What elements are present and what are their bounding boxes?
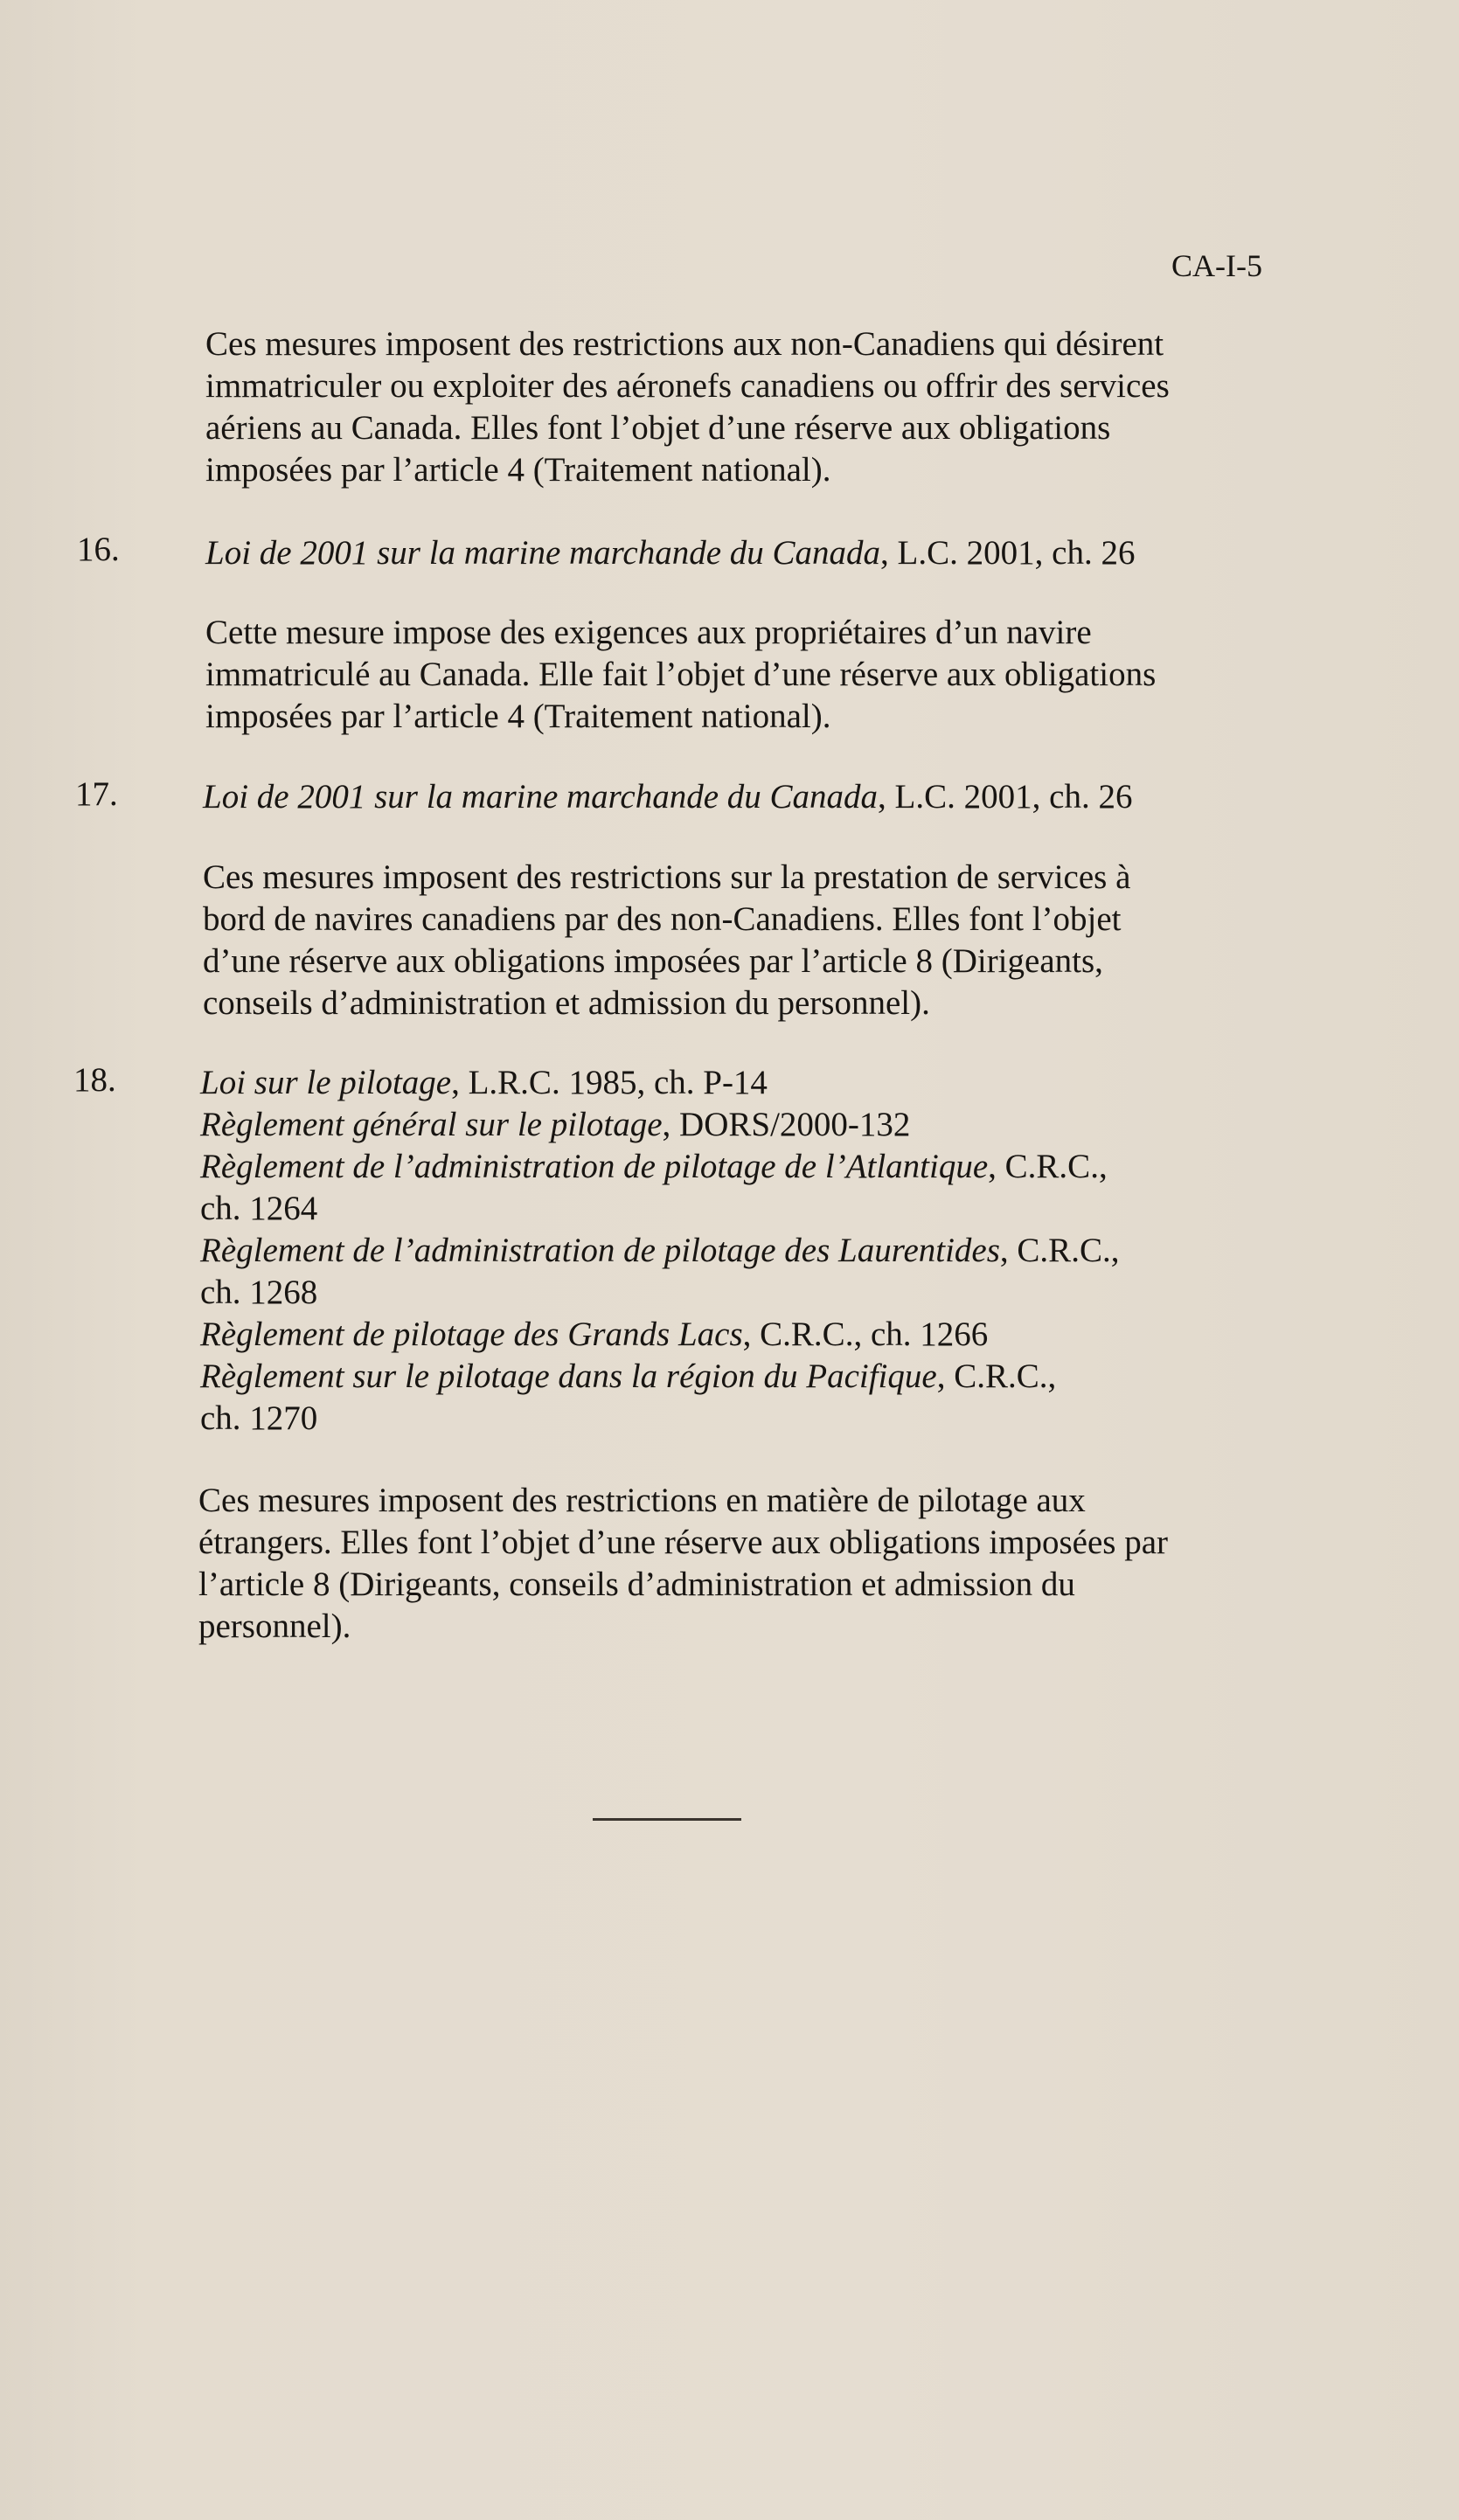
page-number: CA-I-5 <box>1171 248 1262 283</box>
section-separator <box>593 1818 741 1821</box>
paragraph-line: d’une réserve aux obligations imposées par l’article 8 (Dirigeants, <box>203 942 1103 980</box>
reference-line <box>205 532 1272 574</box>
reference-continuation: ch. 1270 <box>200 1399 318 1437</box>
reference-line <box>200 1146 1267 1188</box>
law-title: Règlement de pilotage des Grands Lacs <box>200 1316 743 1353</box>
law-title: Loi sur le pilotage <box>200 1064 452 1101</box>
intro-paragraph <box>205 323 1281 491</box>
paragraph-line: Ces mesures imposent des restrictions aux non-Canadiens qui désirent <box>205 325 1164 363</box>
reference-line <box>200 1062 1267 1104</box>
law-title: Loi de 2001 sur la marine marchande du Canada <box>203 778 879 816</box>
law-citation: , C.R.C., ch. 1266 <box>742 1316 989 1353</box>
item-references <box>203 776 1269 818</box>
law-citation: , L.R.C. 1985, ch. P-14 <box>451 1064 768 1101</box>
reference-line <box>200 1104 1267 1146</box>
reference-line <box>200 1314 1267 1356</box>
law-citation: , C.R.C., <box>988 1148 1108 1185</box>
paragraph-line: immatriculer ou exploiter des aéronefs canadiens ou offrir des services <box>205 367 1170 405</box>
reference-line <box>200 1230 1267 1272</box>
paragraph-line: Ces mesures imposent des restrictions en matière de pilotage aux <box>198 1482 1086 1519</box>
paragraph-line: aériens au Canada. Elles font l’objet d’une réserve aux obligations <box>205 409 1111 447</box>
law-title: Règlement de l’administration de pilotage de l’Atlantique <box>200 1148 989 1185</box>
law-citation: , L.C. 2001, ch. 26 <box>878 778 1133 816</box>
reference-continuation: ch. 1268 <box>200 1274 318 1311</box>
paragraph-line: personnel). <box>198 1607 351 1645</box>
item-description <box>205 612 1281 738</box>
paragraph-line: conseils d’administration et admission du personnel). <box>203 984 930 1022</box>
item-description <box>203 857 1278 1024</box>
law-citation: , C.R.C., <box>936 1357 1057 1395</box>
paragraph-line: imposées par l’article 4 (Traitement national). <box>205 698 831 735</box>
item-number: 18. <box>73 1061 116 1099</box>
paragraph-line: l’article 8 (Dirigeants, conseils d’administration et admission du <box>198 1565 1075 1603</box>
law-citation: , DORS/2000-132 <box>662 1106 911 1143</box>
item-description <box>198 1480 1274 1648</box>
paragraph-line: étrangers. Elles font l’objet d’une réserve aux obligations imposées par <box>198 1524 1168 1561</box>
paragraph-line: immatriculé au Canada. Elle fait l’objet d’une réserve aux obligations <box>205 656 1157 693</box>
law-title: Loi de 2001 sur la marine marchande du Canada <box>205 534 881 572</box>
paragraph-line: imposées par l’article 4 (Traitement national). <box>205 451 831 489</box>
paragraph-line: bord de navires canadiens par des non-Canadiens. Elles font l’objet <box>203 900 1122 938</box>
reference-line <box>203 776 1269 818</box>
law-title: Règlement général sur le pilotage <box>200 1106 663 1143</box>
law-citation: , C.R.C., <box>999 1232 1120 1269</box>
item-number: 17. <box>75 775 118 813</box>
paragraph-line: Ces mesures imposent des restrictions sur la prestation de services à <box>203 858 1131 896</box>
item-references <box>200 1062 1267 1440</box>
reference-line <box>200 1356 1267 1398</box>
paragraph-line: Cette mesure impose des exigences aux propriétaires d’un navire <box>205 614 1092 651</box>
law-citation: , L.C. 2001, ch. 26 <box>880 534 1136 572</box>
item-references <box>205 532 1272 574</box>
reference-continuation: ch. 1264 <box>200 1190 318 1227</box>
law-title: Règlement de l’administration de pilotage des Laurentides <box>200 1232 1000 1269</box>
law-title: Règlement sur le pilotage dans la région du Pacifique <box>200 1357 937 1395</box>
item-number: 16. <box>77 531 120 568</box>
